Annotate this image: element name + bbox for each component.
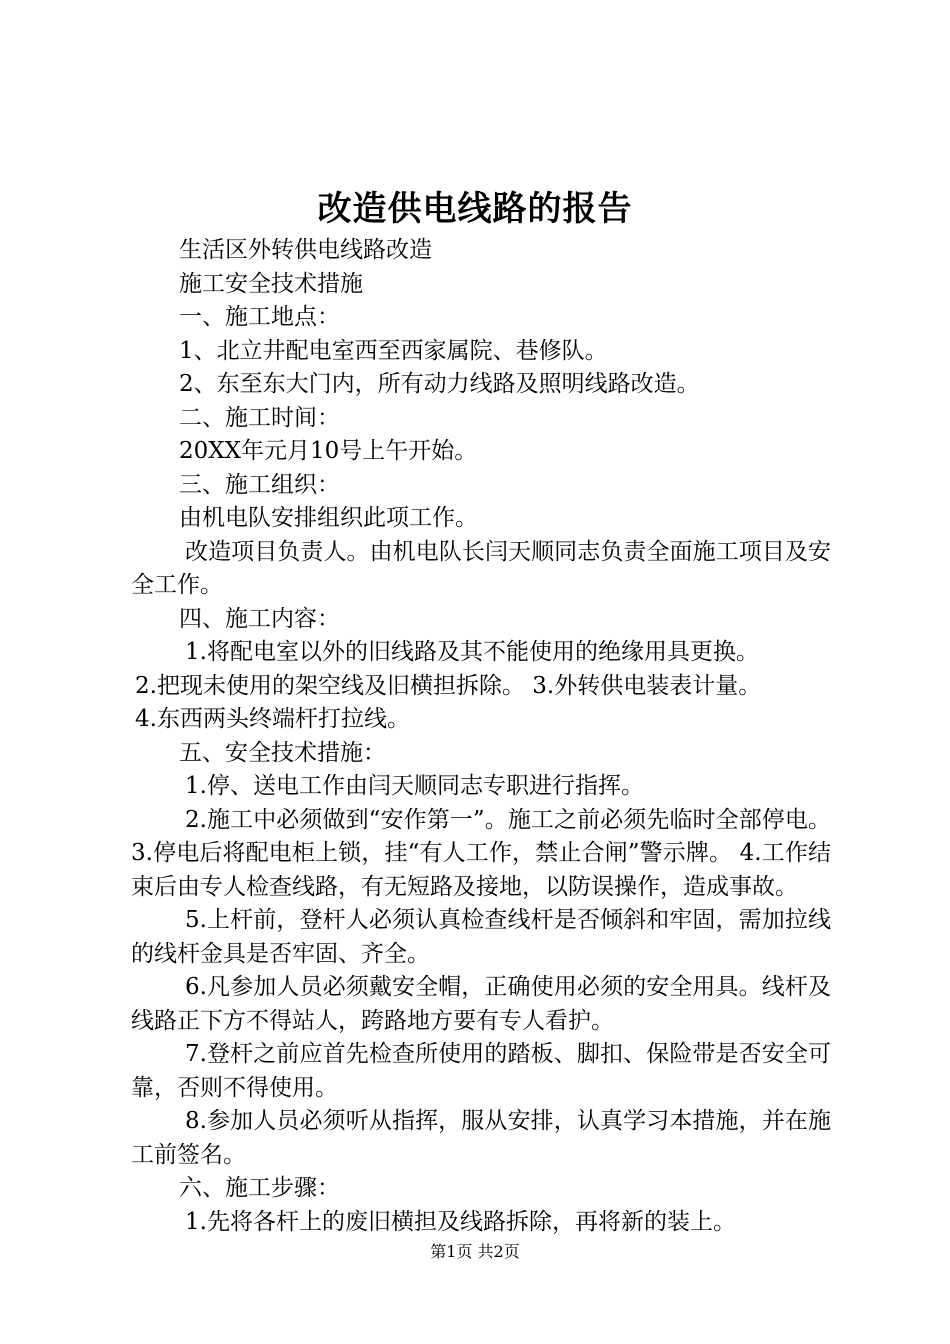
list-item: 1.停、送电工作由闫天顺同志专职进行指挥。	[185, 773, 644, 799]
section-heading-time: 二、施工时间：	[179, 404, 340, 431]
list-item: 1、北立井配电室西至西家属院、巷修队。	[179, 337, 608, 364]
list-item: 4.东西两头终端杆打拉线。	[135, 706, 410, 732]
list-item: 2、东至东大门内，所有动力线路及照明线路改造。	[179, 371, 700, 397]
page-footer: 第1页 共2页	[430, 1242, 520, 1261]
list-item: 8.参加人员必须听从指挥，服从安排，认真学习本措施，并在施工前签名。	[131, 1108, 831, 1168]
section-heading-content: 四、施工内容：	[179, 605, 340, 632]
paragraph-start-date: 20XX年元月10号上午开始。	[179, 438, 478, 464]
paragraph-organizer: 由机电队安排组织此项工作。	[179, 505, 478, 531]
document-body	[131, 234, 831, 1239]
paragraph-responsible: 改造项目负责人。由机电队长闫天顺同志负责全面施工项目及安全工作。	[131, 538, 831, 598]
list-item: 2.把现未使用的架空线及旧横担拆除。 3.外转供电装表计量。	[135, 672, 762, 699]
section-heading-organization: 三、施工组织：	[179, 471, 340, 498]
list-item: 1.将配电室以外的旧线路及其不能使用的绝缘用具更换。	[185, 639, 759, 665]
list-item: 1.先将各杆上的废旧横担及线路拆除，再将新的装上。	[185, 1208, 736, 1235]
section-heading-steps: 六、施工步骤：	[179, 1175, 340, 1201]
list-item: 2.施工中必须做到“安作第一”。施工之前必须先临时全部停电。 3.停电后将配电柜上锁，挂“有人工作，禁止合闸”警示牌。 4.工作结束后由专人检查线路，有无短路及接地，以防误操作，造成事故。	[131, 806, 831, 900]
paragraph-subtitle: 施工安全技术措施	[179, 270, 363, 297]
list-item: 6.凡参加人员必须戴安全帽，正确使用必须的安全用具。线杆及线路正下方不得站人，跨路地方要有专人看护。	[131, 974, 831, 1034]
section-heading-safety: 五、安全技术措施：	[179, 739, 386, 766]
list-item: 7.登杆之前应首先检查所使用的踏板、脚扣、保险带是否安全可靠，否则不得使用。	[131, 1041, 831, 1101]
list-item: 5.上杆前，登杆人必须认真检查线杆是否倾斜和牢固，需加拉线的线杆金具是否牢固、齐全。	[131, 907, 831, 967]
paragraph-subject: 生活区外转供电线路改造	[179, 237, 432, 263]
section-heading-location: 一、施工地点：	[179, 304, 340, 330]
document-title: 改造供电线路的报告	[317, 189, 633, 229]
